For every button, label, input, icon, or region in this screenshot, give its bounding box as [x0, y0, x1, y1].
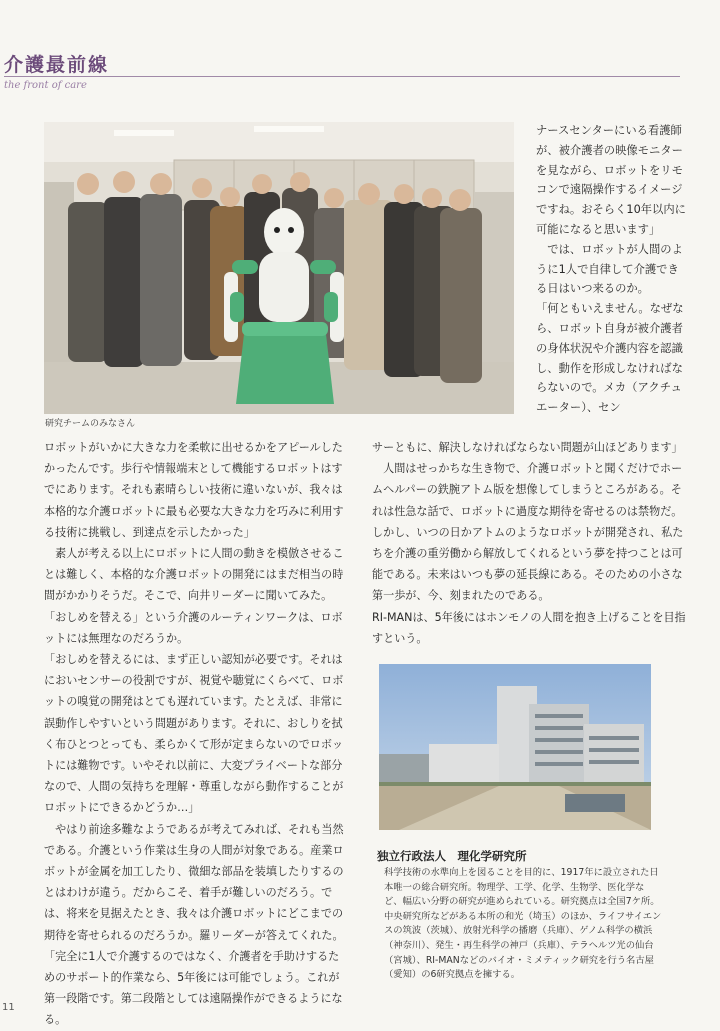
team-photo-caption: 研究チームのみなさん — [45, 419, 136, 429]
paragraph: ロボットがいかに大きな力を柔軟に出せるかをアピールしたかったんです。歩行や情報端末として機能するロボットはすでにあります。それも素晴らしい技術に違いないが、我々は本格的な介護ロボットに最も必要な大きな力を巧みに利用する技術に挑戦し、到達点を示したかった」 — [44, 441, 344, 539]
article-column-right — [372, 437, 688, 649]
paragraph: 「おしめを替えるには、まず正しい認知が必要です。それはにおいセンサーの役割ですが、視覚や聴覚にくらべて、ロボットの嗅覚の開発はとても遅れています。たとえば、非常に誤動作しやすいという問題があります。それに、おしりを拭く布ひとつとっても、柔らかくて形が定まらないのでロボットには難物です。いやそれ以前に、大変プライベートな部分なので、人間の気持ちを理解・尊重しながら動作することがロボットにできるかどうか…」 — [44, 653, 344, 815]
paragraph: サーともに、解決しなければならない問題が山ほどあります」 — [372, 441, 683, 454]
paragraph: RI-MANは、5年後にはホンモノの人間を抱き上げることを目指すという。 — [372, 610, 686, 645]
paragraph: 「何ともいえません。なぜなら、ロボット自身が被介護者の身体状況や介護内容を認識し、動作を形成しなければならないので。メカ（アクチュエーター）、セン — [536, 302, 684, 415]
article-column-left — [44, 437, 348, 1031]
paragraph: 「完全に1人で介護するのではなく、介護者を手助けするためのサポート的作業なら、5年後には可能でしょう。これが第一段階です。第二段階としては遠隔操作ができるようになる。 — [44, 949, 343, 1027]
paragraph: 素人が考える以上にロボットに人間の動きを模倣させることは難しく、本格的な介護ロボットの開発にはまだ相当の時間がかかりそうだ。そこで、向井リーダーに聞いてみた。「おしめを替える」という介護のルーティンワークは、ロボットには無理なのだろうか。 — [44, 547, 344, 645]
paragraph: ナースセンターにいる看護師が、被介護者の映像モニターを見ながら、ロボットをリモコンで遠隔操作するイメージですね。おそらく10年以内に可能になると思います」 — [536, 124, 686, 236]
team-photo — [44, 122, 514, 414]
institute-building-photo — [379, 664, 651, 830]
paragraph: やはり前途多難なようであるが考えてみれば、それも当然である。介護という作業は生身の人間が対象である。産業ロボットが金属を加工したり、微細な部品を装填したりするのとはわけが違う。だからこそ、着手が難しいのだろう。では、将来を見据えたとき、我々は介護ロボットにどこまでの期待を寄せられるのだろうか。羅リーダーが答えてくれた。 — [44, 822, 344, 942]
page-section-subtitle: the front of care — [4, 80, 87, 91]
paragraph: 人間はせっかちな生き物で、介護ロボットと聞くだけでホームヘルパーの鉄腕アトム版を想像してしまうところがある。それは性急な話で、ロボットに過度な期待を寄せるのは禁物だ。しかし、いつの日かアトムのようなロボットが開発され、私たちを介護の重労働から解放してくれるという夢を持つことは可能である。未来はいつも夢の延長線にある。そのための小さな第一歩が、今、刻まれたのである。 — [372, 462, 684, 603]
institute-description: 科学技術の水準向上を図ることを目的に、1917年に設立された日本唯一の総合研究所。物理学、工学、化学、生物学、医化学など、幅広い分野の研究が進められている。研究拠点は全国7ケ所。中央研究所などがある本所の和光（埼玉）のほか、ライフサイエンスの筑波（茨城）、放射光科学の播磨（兵庫）、ゲノム科学の横浜（神奈川）、発生・再生科学の神戸（兵庫）、テラヘルツ光の仙台（宮城）、RI-MANなどのバイオ・ミメティック研究を行う名古屋（愛知）の6研究拠点を擁する。 — [384, 867, 662, 981]
institute-name: 独立行政法人 理化学研究所 — [377, 849, 527, 863]
page-number: 11 — [2, 1002, 15, 1013]
header-divider — [4, 76, 680, 77]
page-section-title: 介護最前線 — [4, 54, 110, 76]
paragraph: では、ロボットが人間のように1人で自律して介護できる日はいつ来るのか。 — [536, 242, 683, 296]
article-column-top-right — [536, 121, 688, 418]
